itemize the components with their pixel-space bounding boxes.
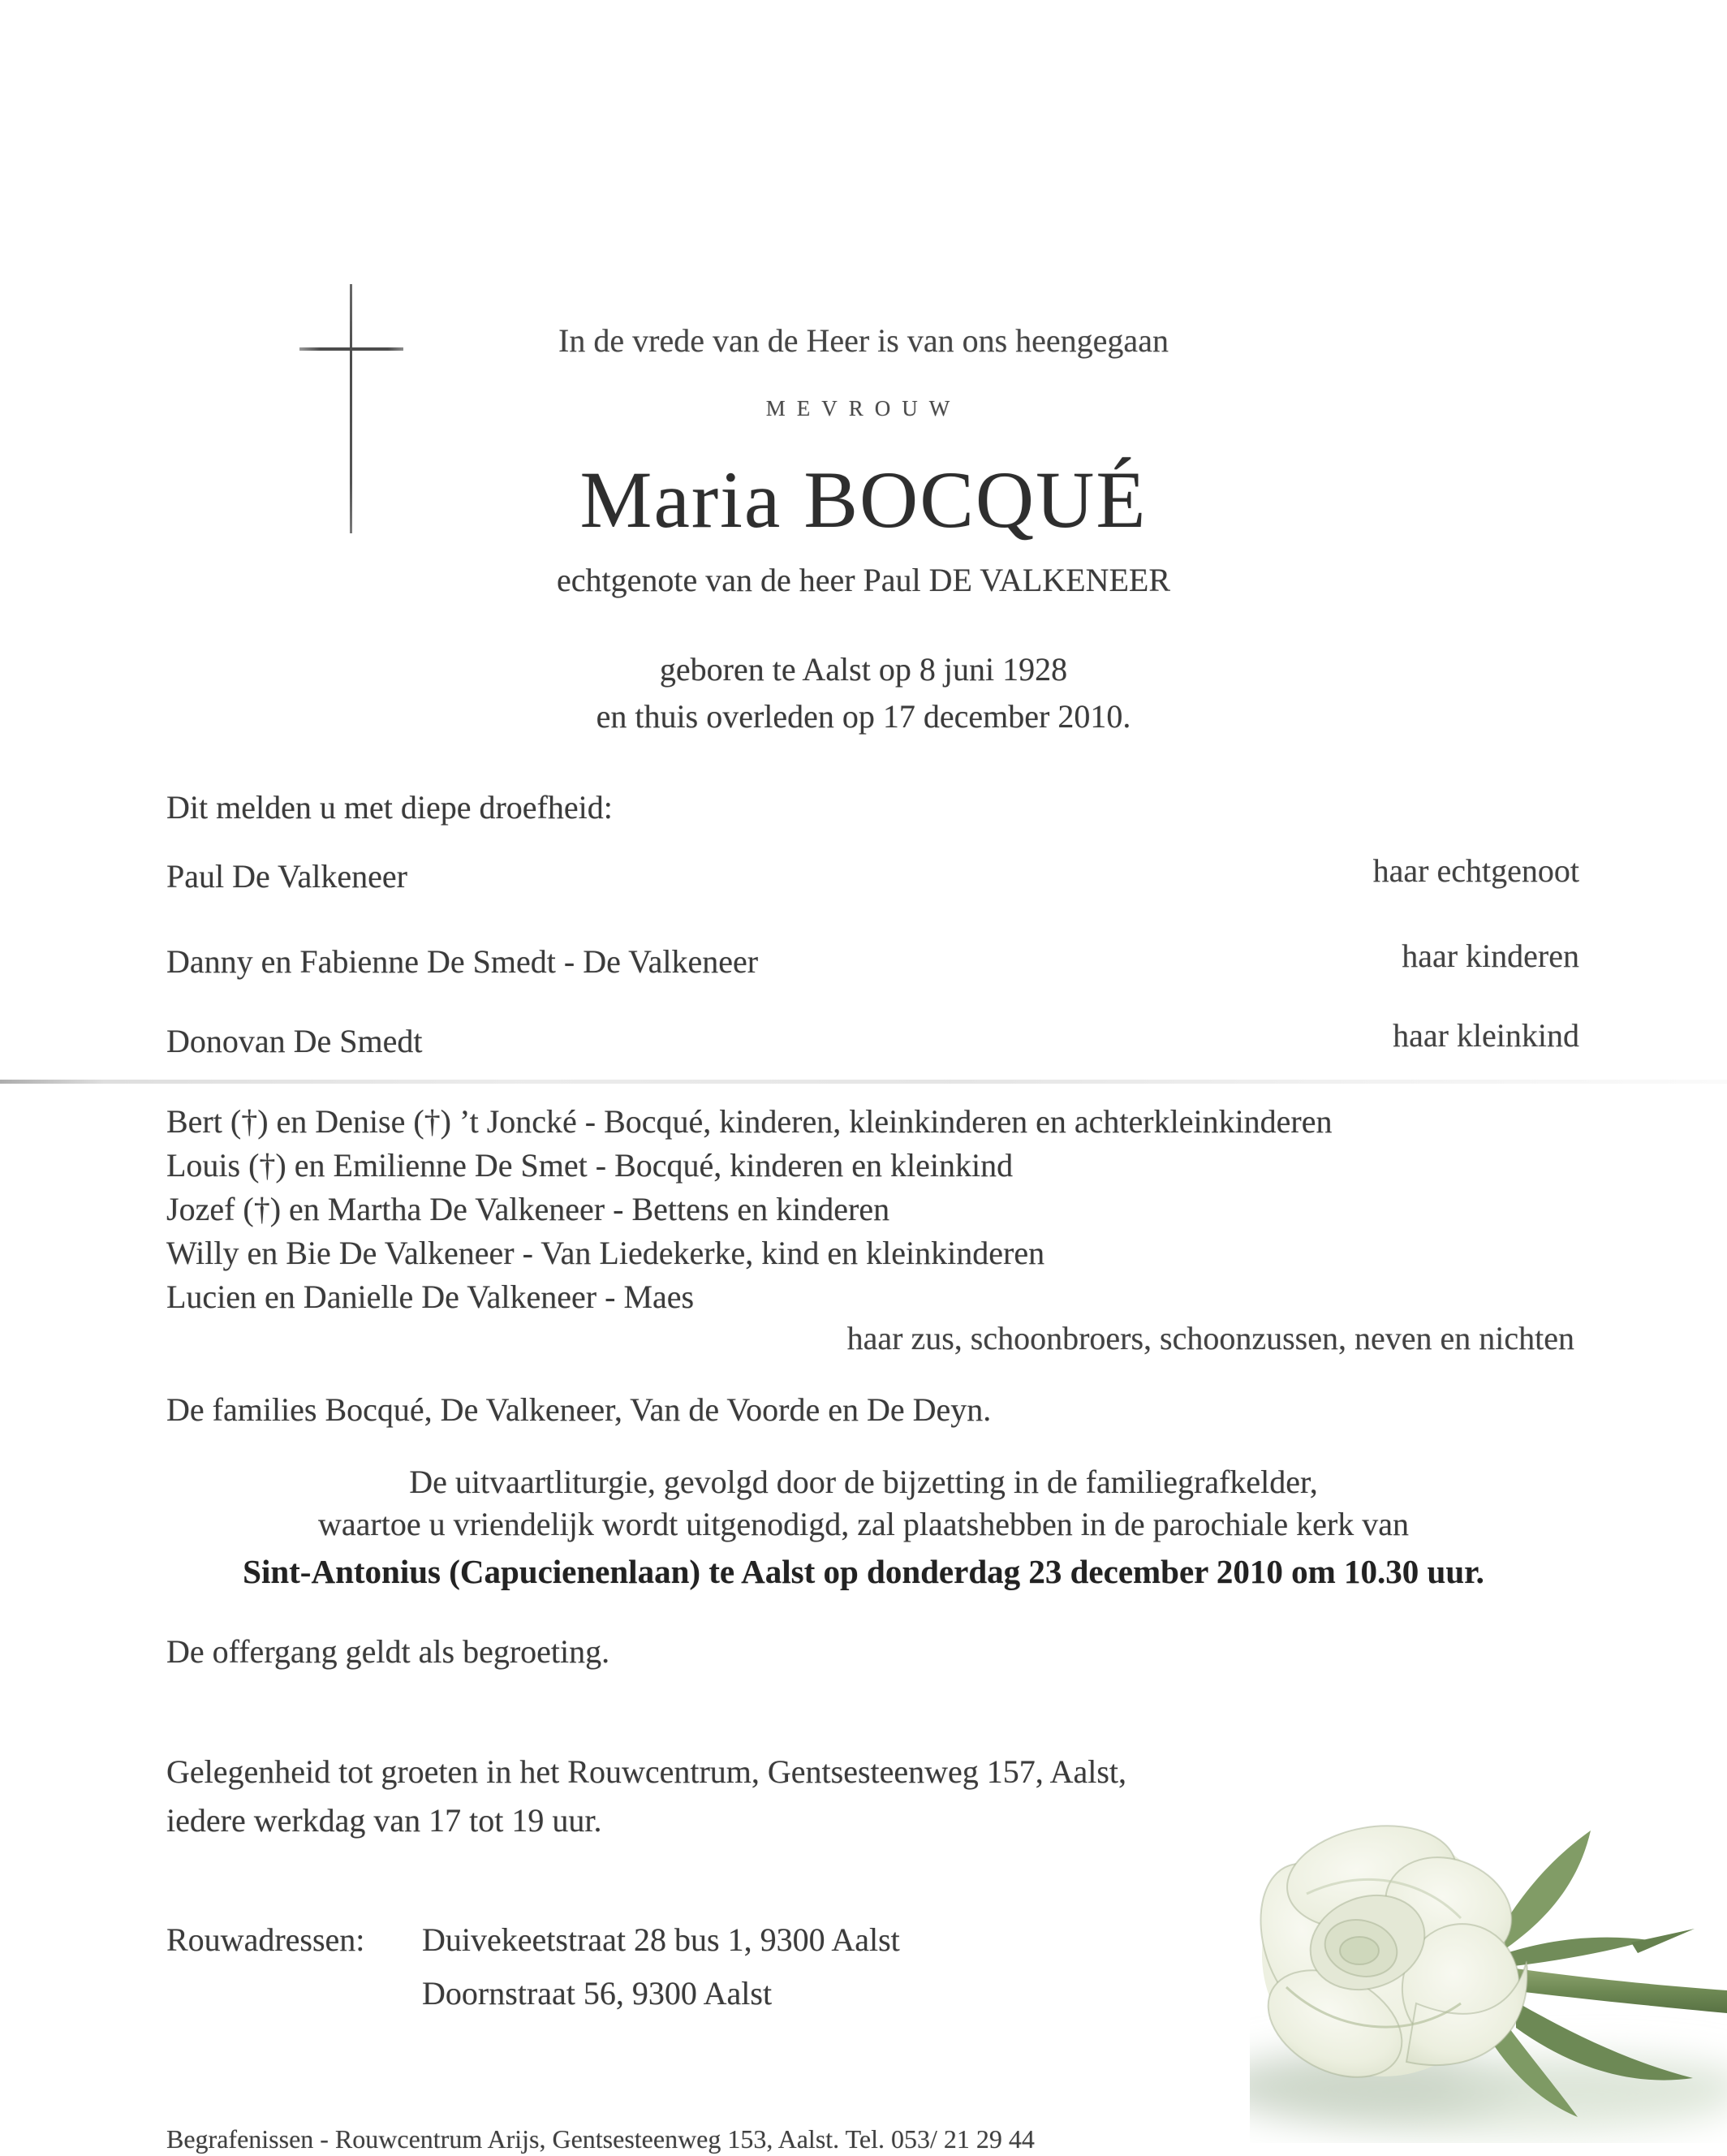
relative-relation: haar kleinkind (1393, 1017, 1579, 1054)
families-line: De families Bocqué, De Valkeneer, Van de Voorde en De Deyn. (166, 1391, 992, 1428)
spouse-line: echtgenote van de heer Paul DE VALKENEER (556, 562, 1171, 598)
extended-family-line: Lucien en Danielle De Valkeneer - Maes (166, 1279, 695, 1315)
mourning-address: Doornstraat 56, 9300 Aalst (422, 1975, 773, 2012)
deceased-name: Maria BOCQUÉ (579, 455, 1148, 545)
extended-family-list (166, 1100, 1333, 1319)
extended-family-line: Bert (†) en Denise (†) ’t Joncké - Bocqué, kinderen, kleinkinderen en achterkleinkinderen (166, 1103, 1333, 1140)
extended-family-relation: haar zus, schoonbroers, schoonzussen, neven en nichten (846, 1320, 1574, 1356)
mourning-addresses-label: Rouwadressen: (166, 1921, 365, 1958)
service-line-3: Sint-Antonius (Capucienenlaan) te Aalst op donderdag 23 december 2010 om 10.30 uur. (243, 1553, 1484, 1590)
relative-names: Paul De Valkeneer (166, 858, 407, 895)
relative-row (166, 852, 1579, 895)
visitation-line-2: iedere werkdag van 17 tot 19 uur. (166, 1802, 602, 1839)
intro-line: In de vrede van de Heer is van ons heengegaan (558, 322, 1169, 359)
footer-line: Begrafenissen - Rouwcentrum Arijs, Gentsesteenweg 153, Aalst. Tel. 053/ 21 29 44 (166, 2124, 1035, 2154)
announcement-line: Dit melden u met diepe droefheid: (166, 789, 613, 826)
white-rose-photo (1250, 1818, 1727, 2143)
relative-names: Donovan De Smedt (166, 1023, 423, 1059)
relative-relation: haar kinderen (1402, 938, 1579, 974)
offering-line: De offergang geldt als begroeting. (166, 1633, 610, 1670)
service-line-1: De uitvaartliturgie, gevolgd door de bijzetting in de familiegrafkelder, (409, 1464, 1318, 1500)
birth-line: geboren te Aalst op 8 juni 1928 (659, 651, 1068, 688)
extended-family-line: Louis (†) en Emilienne De Smet - Bocqué, kinderen en kleinkind (166, 1147, 1014, 1184)
relative-names: Danny en Fabienne De Smedt - De Valkeneer (166, 943, 759, 980)
extended-family-line: Willy en Bie De Valkeneer - Van Liedekerke, kind en kleinkinderen (166, 1235, 1045, 1271)
relative-relation: haar echtgenoot (1372, 852, 1579, 889)
extended-family-line: Jozef (†) en Martha De Valkeneer - Bettens en kinderen (166, 1191, 890, 1227)
death-line: en thuis overleden op 17 december 2010. (596, 698, 1131, 735)
honorific: MEVROUW (765, 396, 962, 420)
scan-artifact-line (0, 1080, 1727, 1084)
visitation-line-1: Gelegenheid tot groeten in het Rouwcentrum, Gentsesteenweg 157, Aalst, (166, 1753, 1127, 1790)
relative-row (166, 1017, 1579, 1060)
service-line-2: waartoe u vriendelijk wordt uitgenodigd, zal plaatshebben in de parochiale kerk van (318, 1506, 1409, 1542)
mourning-address: Duivekeetstraat 28 bus 1, 9300 Aalst (422, 1921, 900, 1958)
relative-row (166, 938, 1579, 981)
